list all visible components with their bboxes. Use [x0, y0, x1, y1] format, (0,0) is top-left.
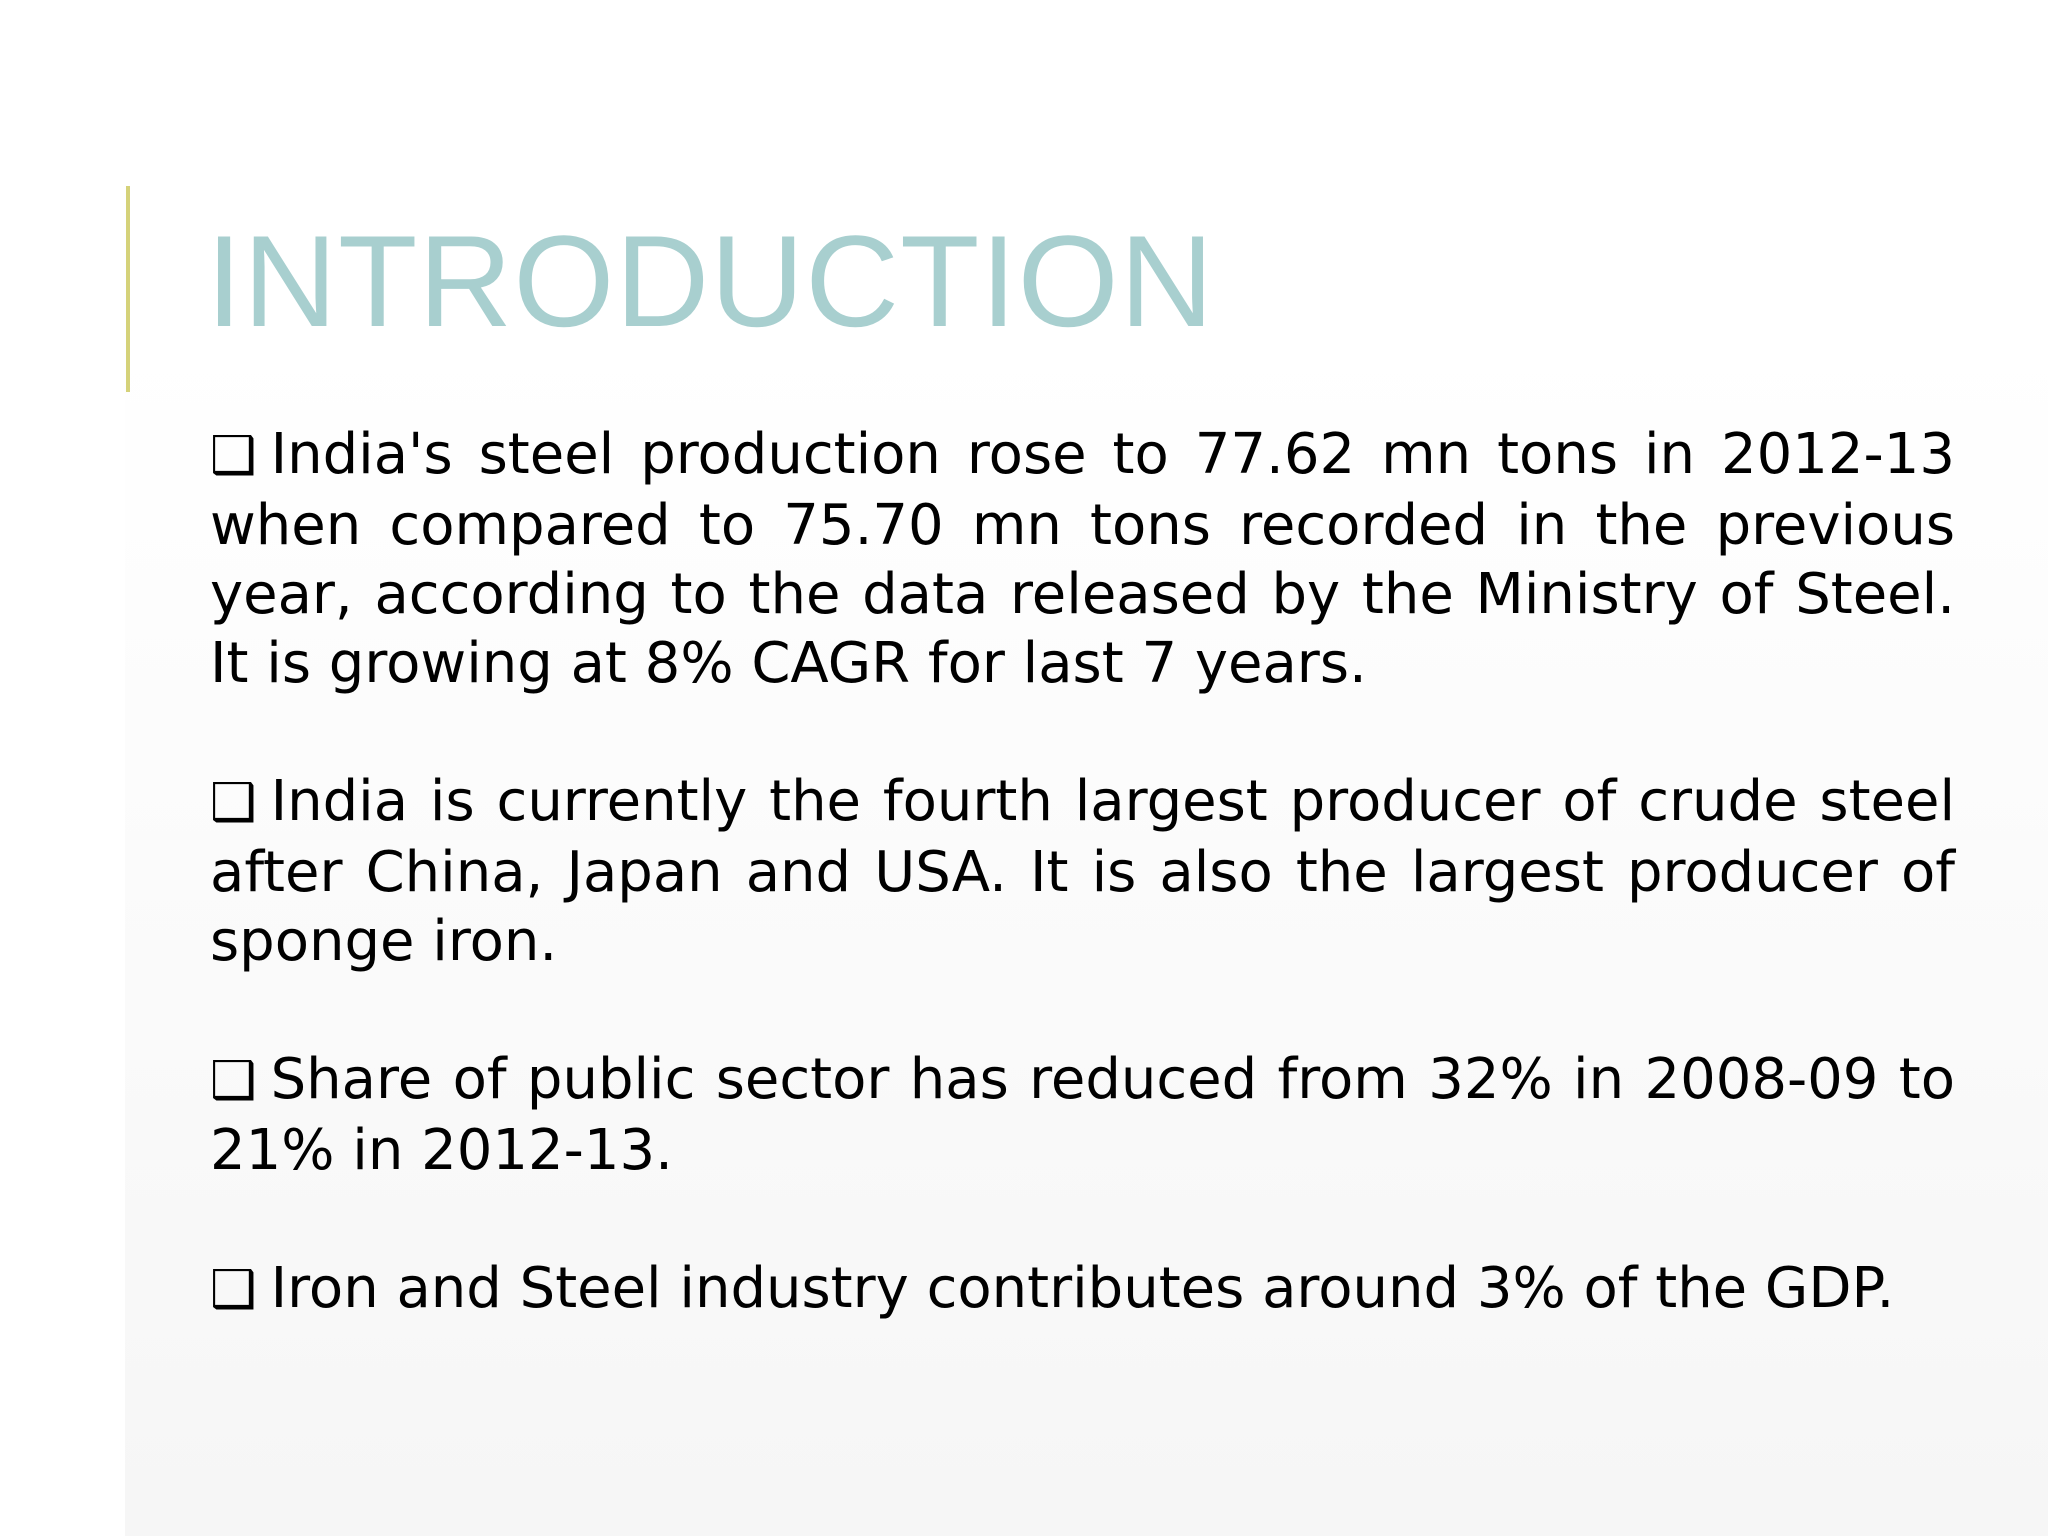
- bullet-text: India is currently the fourth largest producer of crude steel after China, Japan and USA. It is also the largest producer of sponge iron.: [210, 769, 1955, 974]
- bullet-item: [210, 1045, 1955, 1185]
- slide-title: INTRODUCTION: [206, 208, 1215, 354]
- checkbox-square-icon: ❑: [210, 426, 257, 486]
- checkbox-square-icon: ❑: [210, 1260, 257, 1320]
- bullet-text: India's steel production rose to 77.62 mn tons in 2012-13 when compared to 75.70 mn tons recorded in the previous year, according to the data released by the Ministry of Steel. It is growing at 8% CAGR for last 7 years.: [210, 422, 1955, 696]
- bullet-item: [210, 420, 1955, 698]
- bullet-text: Share of public sector has reduced from 32% in 2008-09 to 21% in 2012-13.: [210, 1047, 1955, 1183]
- bullet-item: [210, 1254, 1955, 1325]
- bullet-text: Iron and Steel industry contributes around 3% of the GDP.: [270, 1256, 1895, 1321]
- bullet-item: [210, 767, 1955, 976]
- checkbox-square-icon: ❑: [210, 1051, 257, 1111]
- bullet-list: [210, 420, 1955, 1325]
- title-accent-bar: [126, 186, 130, 392]
- checkbox-square-icon: ❑: [210, 773, 257, 833]
